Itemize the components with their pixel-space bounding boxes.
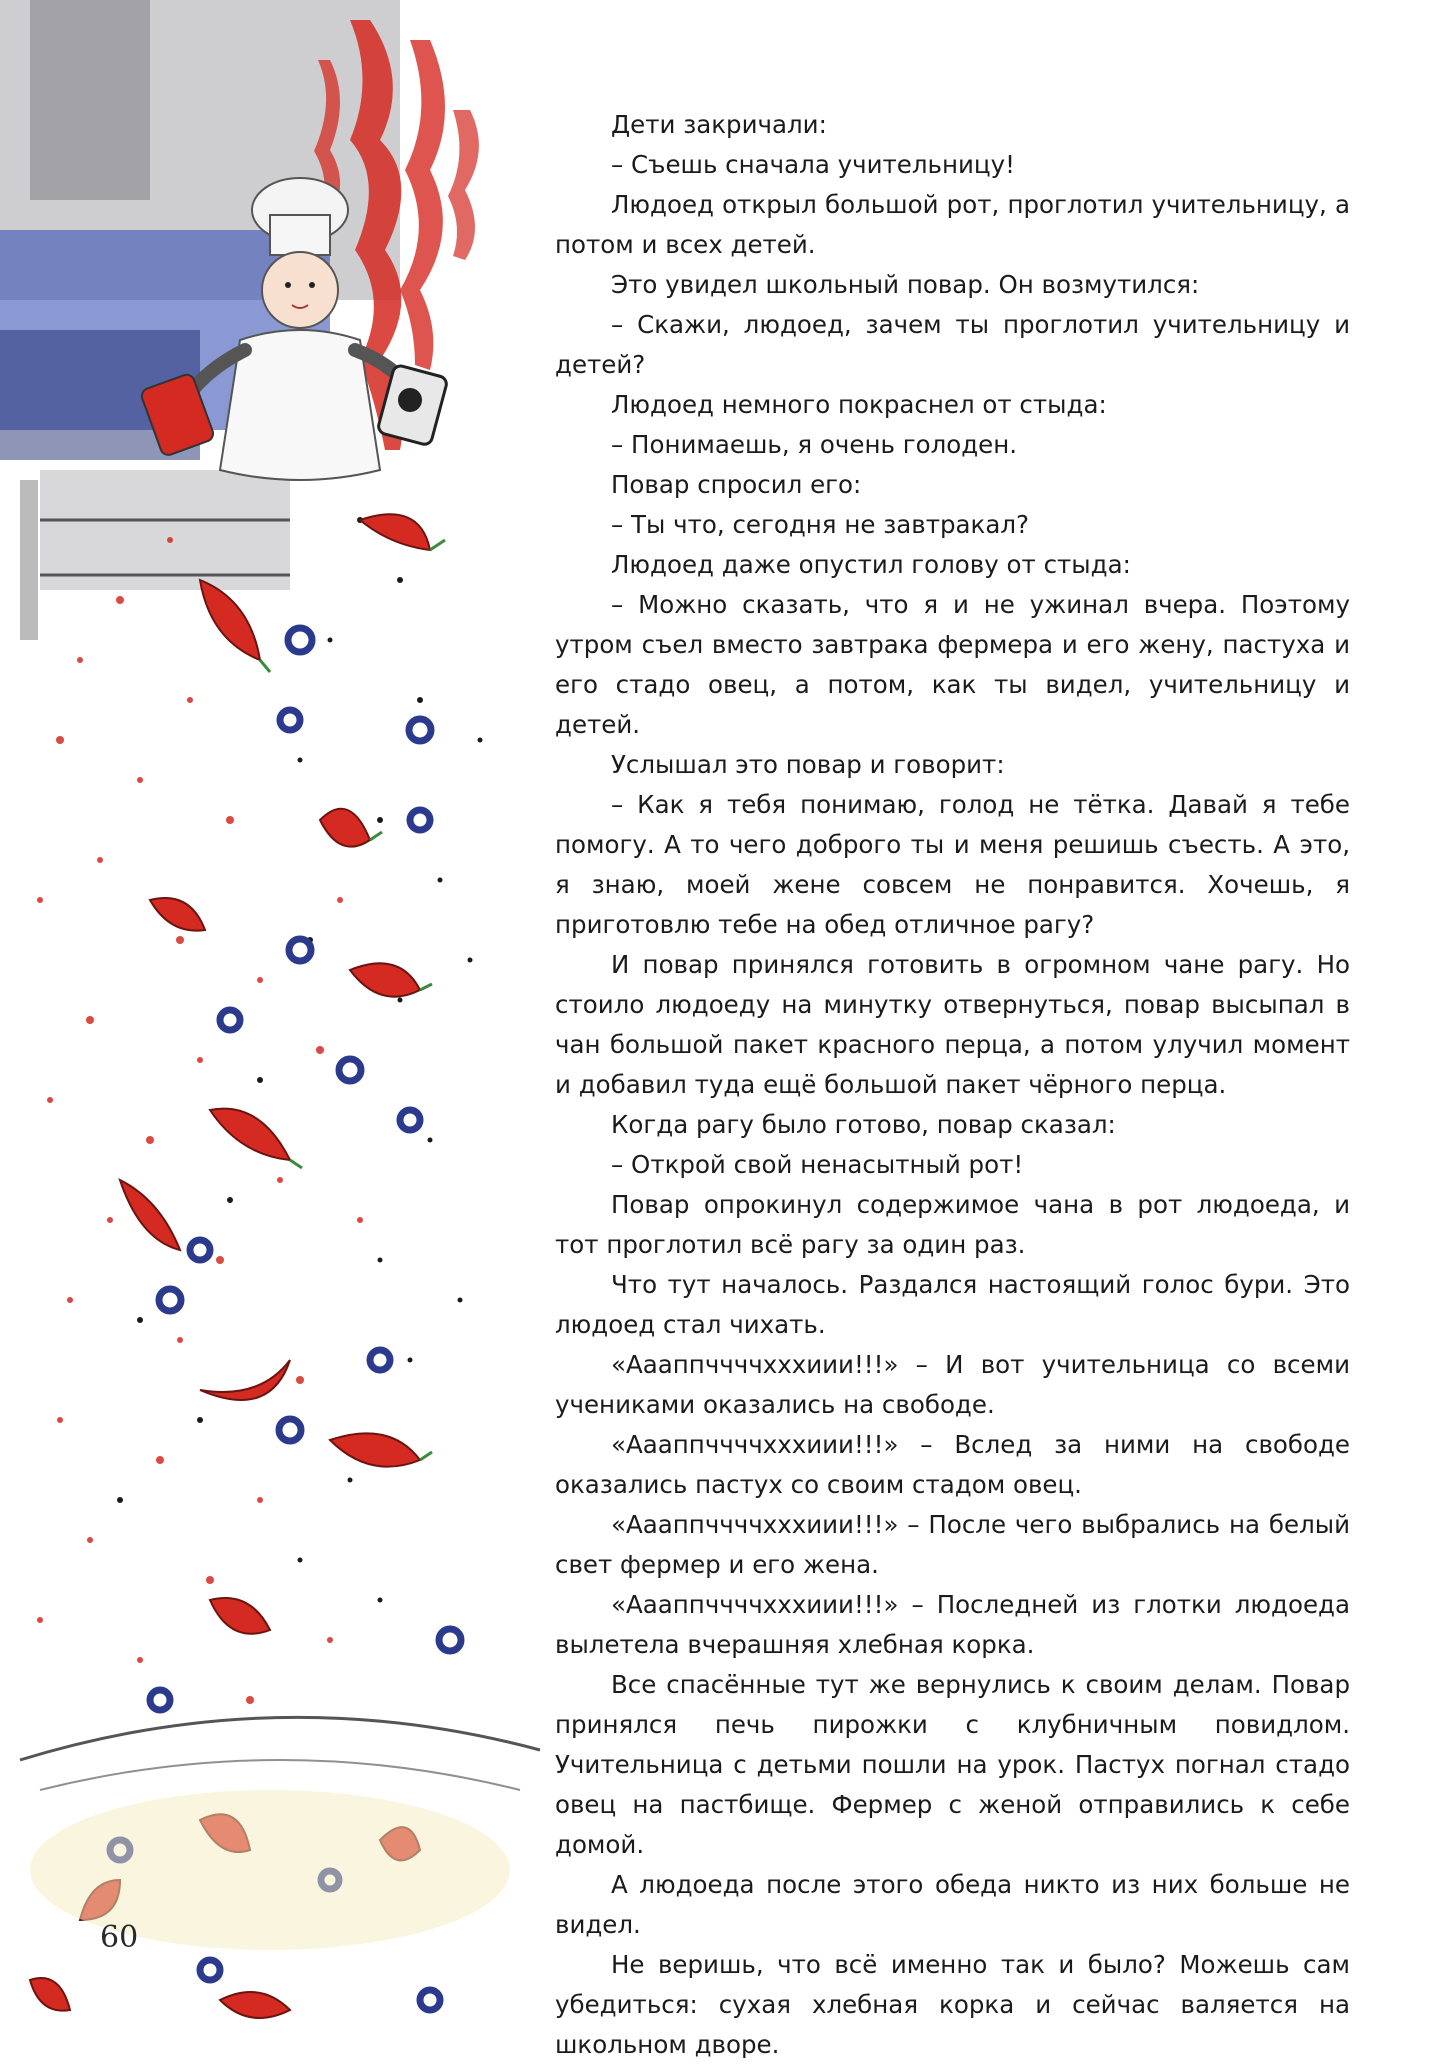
paragraph: – Можно сказать, что я и не ужинал вчера. Поэтому утром съел вместо завтрака фермера и его жену, пастуха и его стадо овец, а потом, как ты видел, учительницу и детей.	[555, 590, 1350, 739]
paragraph: Все спасённые тут же вернулись к своим делам. Повар принялся печь пирожки с клубничным повидлом. Учительница с детьми пошли на урок. Пастух погнал стадо овец на пастбище. Фермер с женой отправились к себе домой.	[555, 1670, 1350, 1859]
paragraph: Что тут началось. Раздался настоящий голос бури. Это людоед стал чихать.	[555, 1270, 1350, 1339]
paragraph: – Понимаешь, я очень голоден.	[611, 430, 1018, 459]
paragraph: – Открой свой ненасытный рот!	[611, 1150, 1024, 1179]
paragraph: – Скажи, людоед, зачем ты проглотил учительницу и детей?	[555, 310, 1350, 379]
paragraph: Повар спросил его:	[611, 470, 862, 499]
paragraph: – Как я тебя понимаю, голод не тётка. Давай я тебе помогу. А то чего доброго ты и меня решишь съесть. А это, я знаю, моей жене совсем не понравится. Хочешь, я приготовлю тебе на обед отличное рагу?	[555, 790, 1350, 939]
paragraph: Услышал это повар и говорит:	[611, 750, 1005, 779]
paragraph: Повар опрокинул содержимое чана в рот людоеда, и тот проглотил всё рагу за один раз.	[555, 1190, 1350, 1259]
paragraph: Людоед открыл большой рот, проглотил учительницу, а потом и всех детей.	[555, 190, 1350, 259]
page-number: 60	[100, 1920, 139, 1955]
paragraph: Не веришь, что всё именно так и было? Можешь сам убедиться: сухая хлебная корка и сейчас валяется на школьном дворе.	[555, 1950, 1350, 2059]
paragraph: «Аааппччччхххиии!!!» – После чего выбрались на белый свет фермер и его жена.	[555, 1510, 1350, 1579]
paragraph: «Аааппччччхххиии!!!» – Последней из глотки людоеда вылетела вчерашняя хлебная корка.	[555, 1590, 1350, 1659]
ragout-bowl	[20, 1717, 540, 1950]
paragraph: Дети закричали:	[611, 110, 827, 139]
paragraph: Людоед даже опустил голову от стыда:	[611, 550, 1131, 579]
paragraph: Когда рагу было готово, повар сказал:	[611, 1110, 1116, 1139]
paragraph: – Съешь сначала учительницу!	[611, 150, 1015, 179]
kitchen-background	[0, 0, 400, 640]
paragraph: И повар принялся готовить в огромном чане рагу. Но стоило людоеду на минутку отвернуться, повар высыпал в чан большой пакет красного перца, а потом улучил момент и добавил туда ещё большой пакет чёрного перца.	[555, 950, 1350, 1099]
chef-and-peppers-illustration	[0, 0, 560, 2048]
paragraph: Это увидел школьный повар. Он возмутился:	[611, 270, 1200, 299]
paragraph: «Аааппччччхххиии!!!» – И вот учительница со всеми учениками оказались на свободе.	[555, 1350, 1350, 1419]
paragraph: Людоед немного покраснел от стыда:	[611, 390, 1107, 419]
paragraph: «Аааппччччхххиии!!!» – Вслед за ними на свободе оказались пастух со своим стадом овец.	[555, 1430, 1350, 1499]
paragraph: – Ты что, сегодня не завтракал?	[611, 510, 1030, 539]
paragraph: А людоеда после этого обеда никто из них больше не видел.	[555, 1870, 1350, 1939]
story-text	[555, 105, 1350, 2065]
